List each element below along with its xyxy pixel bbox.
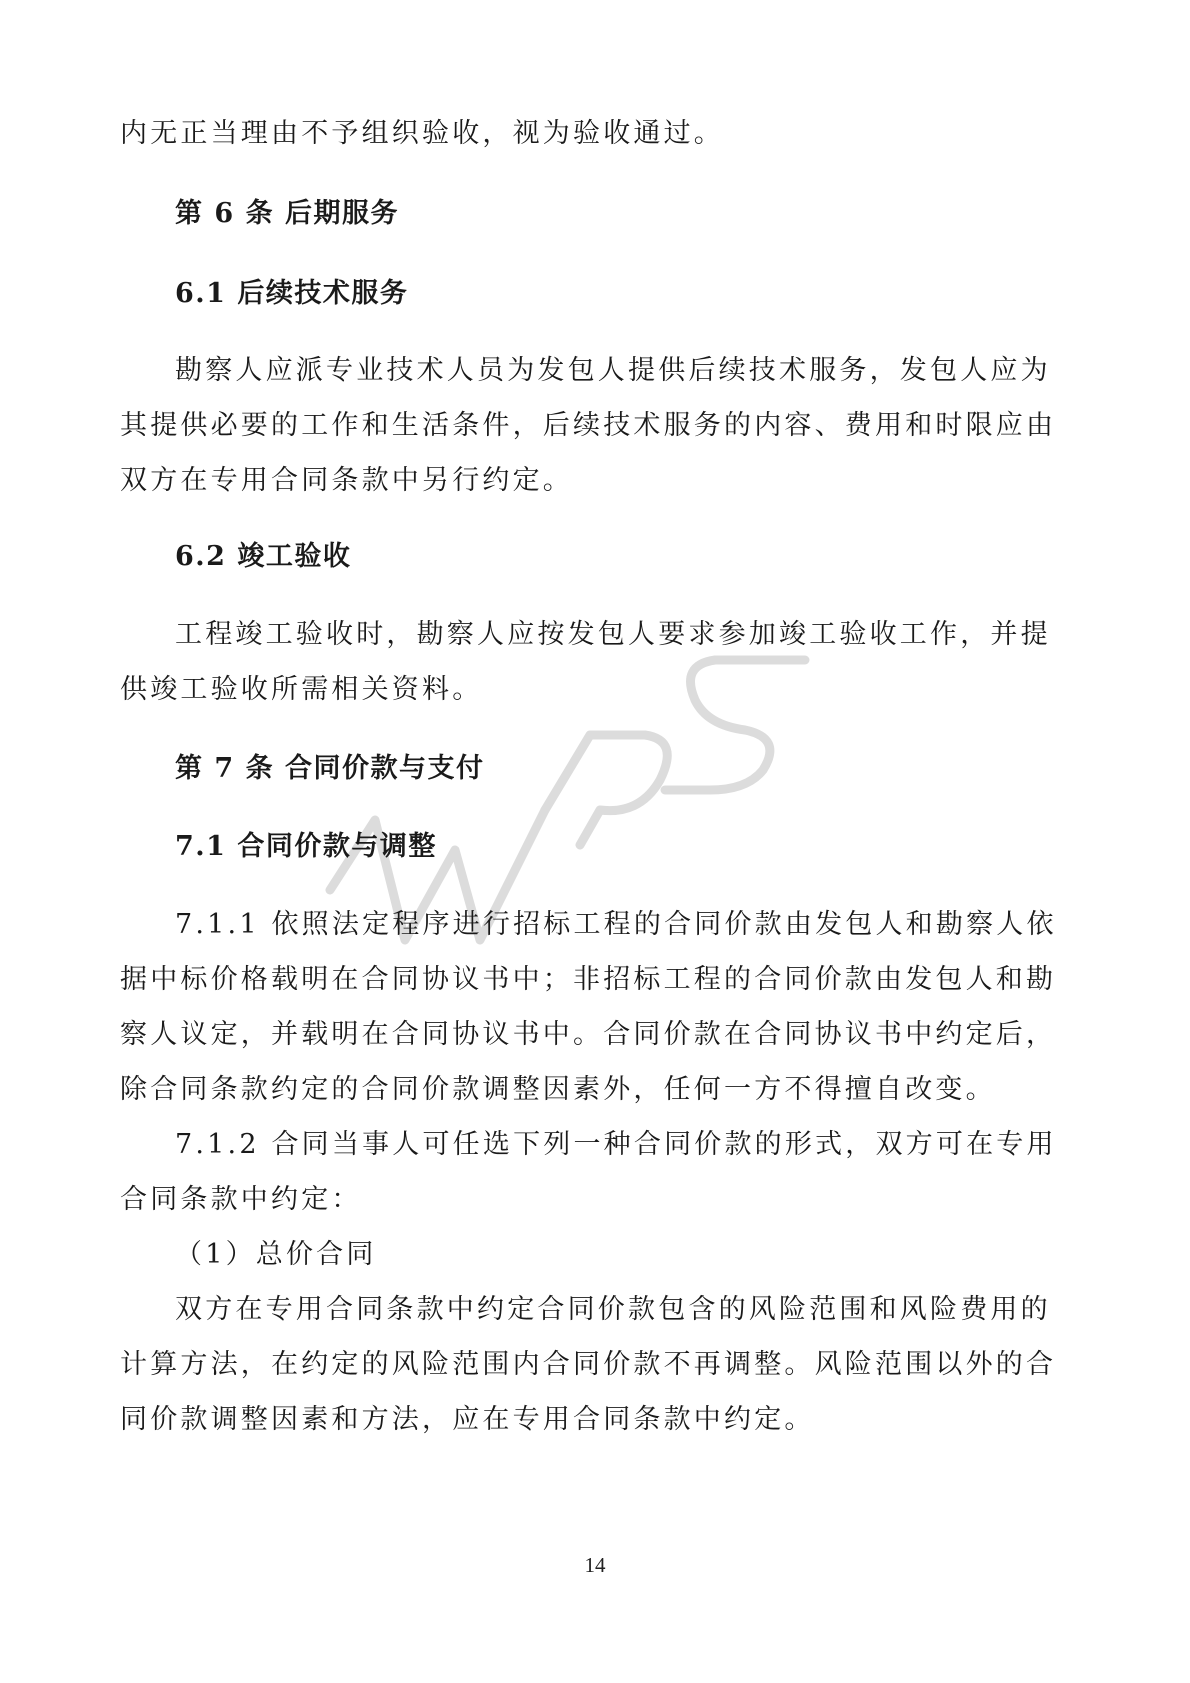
text-line: 其提供必要的工作和生活条件，后续技术服务的内容、费用和时限应由 xyxy=(120,410,1057,441)
section-heading: 第 6 条 后期服务 xyxy=(175,198,399,229)
text-line: 察人议定，并载明在合同协议书中。合同价款在合同协议书中约定后， xyxy=(120,1019,1057,1050)
text-line: 供竣工验收所需相关资料。 xyxy=(120,674,483,705)
page-number: 14 xyxy=(584,1553,606,1577)
list-item-label: （1）总价合同 xyxy=(175,1239,377,1270)
text-line: 7.1.2 合同当事人可任选下列一种合同价款的形式，双方可在专用 xyxy=(175,1129,1057,1160)
subsection-heading: 7.1 合同价款与调整 xyxy=(175,831,437,862)
section-heading: 第 7 条 合同价款与支付 xyxy=(175,753,485,784)
text-line: 据中标价格载明在合同协议书中；非招标工程的合同价款由发包人和勘 xyxy=(120,964,1057,995)
subsection-heading: 6.2 竣工验收 xyxy=(175,541,352,572)
text-line: 工程竣工验收时，勘察人应按发包人要求参加竣工验收工作，并提 xyxy=(175,619,1051,650)
text-line: 内无正当理由不予组织验收，视为验收通过。 xyxy=(120,118,724,149)
text-line: 双方在专用合同条款中约定合同价款包含的风险范围和风险费用的 xyxy=(175,1294,1051,1325)
text-line: 除合同条款约定的合同价款调整因素外，任何一方不得擅自改变。 xyxy=(120,1074,996,1105)
subsection-heading: 6.1 后续技术服务 xyxy=(175,278,409,309)
text-line: 7.1.1 依照法定程序进行招标工程的合同价款由发包人和勘察人依 xyxy=(175,909,1057,940)
text-line: 双方在专用合同条款中另行约定。 xyxy=(120,465,573,496)
text-line: 合同条款中约定： xyxy=(120,1184,362,1215)
text-line: 勘察人应派专业技术人员为发包人提供后续技术服务，发包人应为 xyxy=(175,355,1051,386)
text-line: 同价款调整因素和方法，应在专用合同条款中约定。 xyxy=(120,1404,815,1435)
text-line: 计算方法，在约定的风险范围内合同价款不再调整。风险范围以外的合 xyxy=(120,1349,1057,1380)
